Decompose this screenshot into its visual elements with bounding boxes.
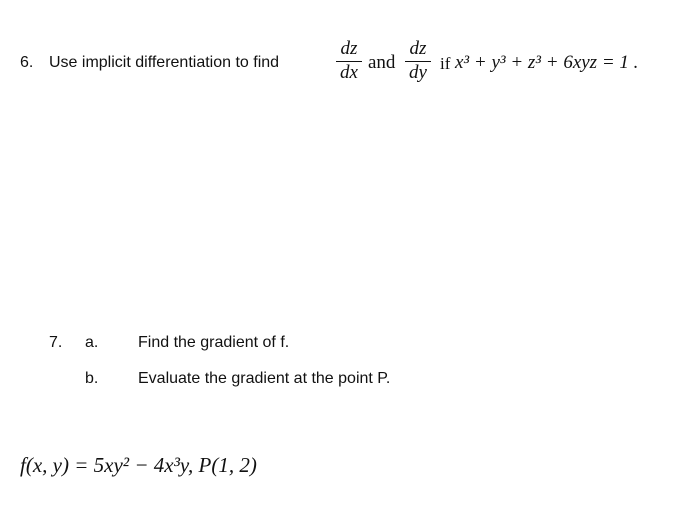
dz-dy-fraction — [405, 39, 431, 83]
q7a-letter: a. — [85, 334, 99, 351]
q6-number: 6. — [20, 54, 34, 71]
q7-number: 7. — [49, 334, 63, 351]
if-word: if — [440, 54, 451, 73]
q6-equation: x³ + y³ + z³ + 6xyz = 1 . — [455, 52, 639, 73]
dz-dx-fraction — [336, 39, 362, 83]
fraction-denominator: dx — [340, 62, 358, 83]
q7a-text: Find the gradient of f. — [138, 334, 290, 351]
and-word: and — [368, 52, 396, 73]
fraction-numerator: dz — [409, 38, 427, 59]
q6-prompt: Use implicit differentiation to find — [49, 54, 280, 71]
fraction-numerator: dz — [340, 38, 358, 59]
q7b-text: Evaluate the gradient at the point P. — [138, 370, 391, 387]
q7b-letter: b. — [85, 370, 99, 387]
q7-function: f(x, y) = 5xy² − 4x³y, P(1, 2) — [20, 453, 257, 477]
fraction-denominator: dy — [409, 62, 427, 83]
